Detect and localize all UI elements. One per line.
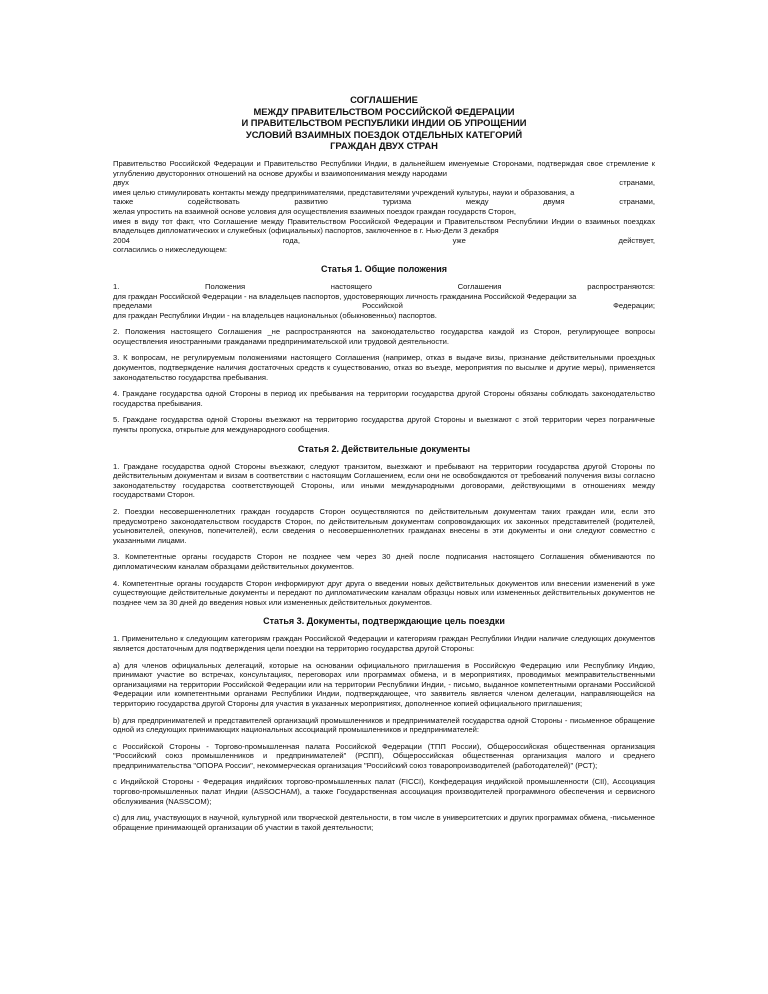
title-line: МЕЖДУ ПРАВИТЕЛЬСТВОМ РОССИЙСКОЙ ФЕДЕРАЦИИ [253,105,515,117]
clause-line: 1. Положения настоящего Соглашения распространяются: [113,281,655,291]
article-1-heading: Статья 1. Общие положения [321,263,447,274]
article-3-item-c: c) для лиц, участвующих в научной, культурной или творческой деятельности, в том числе в университетских и других программах обмена, -письменное обращение принимающей организации об участии в такой деятельности; [113,813,655,832]
document-title [113,94,655,152]
article-1-clause-1 [113,282,655,320]
title-line: УСЛОВИЙ ВЗАИМНЫХ ПОЕЗДОК ОТДЕЛЬНЫХ КАТЕГОРИЙ [245,128,523,140]
article-2-heading: Статья 2. Действительные документы [297,443,471,454]
article-3-heading: Статья 3. Документы, подтверждающие цель поездки [263,616,505,627]
article-1-clause-3: 3. К вопросам, не регулируемым положениями настоящего Соглашения (например, отказ в выдаче визы, признание действительными проездных документов, подтверждение наличия достаточных средств к существованию, отказ во въезде, мероприятия по высылке и другие меры), применяется законодательство государства пребывания. [113,353,655,382]
preamble-paragraph: согласились о нижеследующем: [113,245,227,255]
preamble-paragraph: 2004 года, уже действует, [113,235,655,245]
article-2-clause-4: 4. Компетентные органы государств Сторон информируют друг друга о введении новых действительных документов или внесении изменений в уже существующие действительные документы и передают по дипломатическим каналам образцы новых или измененных действительных документов не позднее чем за 30 дней до введения новых или измененных действительных документов. [113,578,655,607]
preamble-paragraph: также содействовать развитию туризма между двумя странами, [113,197,655,207]
article-3-russian-associations: с Российской Стороны - Торгово-промышленная палата Российской Федерации (ТПП России), Общероссийская общественная организация "Российский союз промышленников и предпринимателей" (РСПП), Общероссийская общественная организация малого и среднего предпринимательства "ОПОРА России", некоммерческая организация "Российский союз товаропроизводителей (работодателей)" (РСТ); [113,741,655,770]
preamble-paragraph: имея в виду тот факт, что Соглашение между Правительством Российской Федерации и Правительством Республики Индии о взаимных поездках владельцев дипломатических и служебных (официальных) паспортов, заключенное в г. Нью-Дели 3 декабря [113,216,655,236]
article-2-clause-2: 2. Поездки несовершеннолетних граждан государств Сторон осуществляются по действительным документам таких граждан или, если это предусмотрено законодательством государств Сторон, по действительным документам сопровождающих их законных представителей (родителей, усыновителей, опекунов, попечителей), если сведения о несовершеннолетних гражданах внесены в эти документы и они следуют совместно с указанными лицами. [113,507,655,545]
clause-line: для граждан Российской Федерации - на владельцев паспортов, удостоверяющих личность гражданина Российской Федерации за [113,291,577,301]
article-2-clause-1: 1. Граждане государства одной Стороны въезжают, следуют транзитом, выезжают и пребывают на территории государства другой Стороны по действительным документам и визам в соответствии с настоящим Соглашением, если они не освобождаются от требований получения визы согласно законодательству государства соответствующей Стороны, или иными международными договорами, действующими в отношениях между государствами Сторон. [113,461,655,500]
document-page [113,94,655,839]
article-3-indian-associations: с Индийской Стороны - Федерация индийских торгово-промышленных палат (FICCI), Конфедерация индийской промышленности (CII), Ассоциация торгово-промышленных палат Индии (ASSOCHAM), а также Государственная ассоциация производителей программного обеспечения и сервисного обслуживания (NASSCOM); [113,777,655,806]
title-line: СОГЛАШЕНИЕ [350,94,418,105]
title-line: ГРАЖДАН ДВУХ СТРАН [330,140,438,152]
preamble-paragraph: двух странами, [113,178,655,188]
article-1-clause-4: 4. Граждане государства одной Стороны в период их пребывания на территории государства другой Стороны обязаны соблюдать законодательство государства пребывания. [113,389,655,408]
article-3-item-b: b) для предпринимателей и представителей организаций промышленников и предпринимателей государства одной Стороны - письменное обращение одной из следующих принимающих национальных ассоциаций промышленников и предпринимателей: [113,715,655,735]
article-3-item-a: а) для членов официальных делегаций, которые на основании официального приглашения в Российскую Федерацию или Республику Индию, принимают участие во встречах, консультациях, переговорах или программах обмена, и в мероприятиях, проводимых межправительственными организациями на территории Российской Федерации или на территории Республики Индии, - письмо, выданное компетентными органами Российской Федерации или компетентными органами Республики Индии, подтверждающее, что заявитель является членом делегации, направляющейся на территорию государства другой Стороны для участия в указанных мероприятиях, дополненное копией официального приглашения; [113,660,655,708]
article-2-clause-3: 3. Компетентные органы государств Сторон не позднее чем через 30 дней после подписания настоящего Соглашения обмениваются по дипломатическим каналам образцами действительных документов. [113,552,655,571]
preamble-paragraph: желая упростить на взаимной основе условия для осуществления взаимных поездок граждан государств Сторон, [113,206,516,216]
preamble-paragraph: имея целью стимулировать контакты между предпринимателями, представителями учреждений культуры, науки и образования, а [113,187,575,197]
article-1-clause-5: 5. Граждане государства одной Стороны въезжают на территорию государства другой Стороны и выезжают с этой территории через пограничные пункты пропуска, открытые для международного сообщения. [113,415,655,435]
clause-line: для граждан Республики Индии - на владельцев национальных (обыкновенных) паспортов. [113,310,437,320]
title-line: И ПРАВИТЕЛЬСТВОМ РЕСПУБЛИКИ ИНДИИ ОБ УПРОЩЕНИИ [241,117,527,129]
article-3-clause-1: 1. Применительно к следующим категориям граждан Российской Федерации и категориям граждан Республики Индии наличие следующих документов является достаточным для подтверждения цели поездки на территорию государства другой Стороны: [113,634,655,653]
article-1-clause-2: 2. Положения настоящего Соглашения _не распространяются на законодательство государства каждой из Сторон, регулирующее вопросы осуществления иностранными гражданами предпринимательской или трудовой деятельности. [113,327,655,346]
clause-line: пределами Российской Федерации; [113,301,655,311]
preamble [113,159,655,255]
preamble-paragraph: Правительство Российской Федерации и Правительство Республики Индии, в дальнейшем именуемые Сторонами, подтверждая свое стремление к углублению двусторонних отношений на основе дружбы и взаимопонимания между народами [113,158,655,178]
